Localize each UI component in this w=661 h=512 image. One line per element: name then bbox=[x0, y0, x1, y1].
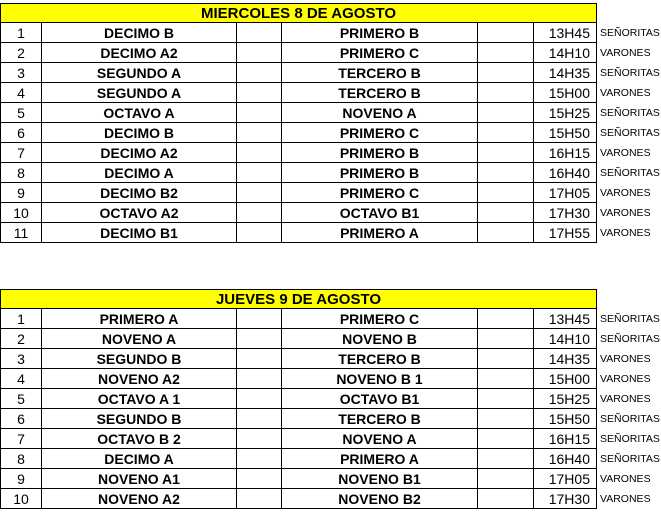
table-row bbox=[0, 469, 661, 489]
match-time: 15H50 bbox=[534, 409, 597, 429]
match-time: 14H35 bbox=[534, 349, 597, 369]
match-time: 13H45 bbox=[534, 23, 597, 43]
match-time: 15H25 bbox=[534, 103, 597, 123]
category: SEÑORITAS bbox=[600, 413, 660, 425]
category: VARONES bbox=[600, 473, 651, 485]
table-row bbox=[0, 309, 661, 329]
empty-cell bbox=[236, 163, 282, 183]
team-2: TERCERO B bbox=[282, 349, 477, 369]
empty-cell bbox=[477, 429, 534, 449]
empty-cell bbox=[477, 389, 534, 409]
empty-cell bbox=[477, 369, 534, 389]
empty-cell bbox=[236, 489, 282, 509]
empty-cell bbox=[236, 183, 282, 203]
team-2: TERCERO B bbox=[282, 63, 477, 83]
category: VARONES bbox=[600, 47, 651, 59]
category: SEÑORITAS bbox=[600, 27, 660, 39]
empty-cell bbox=[236, 203, 282, 223]
match-number: 7 bbox=[0, 429, 42, 449]
table-row bbox=[0, 143, 661, 163]
empty-cell bbox=[477, 163, 534, 183]
match-time: 17H55 bbox=[534, 223, 597, 243]
team-1: PRIMERO A bbox=[42, 309, 236, 329]
match-number: 5 bbox=[0, 103, 42, 123]
match-time: 15H00 bbox=[534, 83, 597, 103]
empty-cell bbox=[236, 369, 282, 389]
empty-cell bbox=[477, 223, 534, 243]
team-2: PRIMERO C bbox=[282, 183, 477, 203]
team-2: TERCERO B bbox=[282, 83, 477, 103]
empty-cell bbox=[477, 309, 534, 329]
empty-cell bbox=[477, 63, 534, 83]
category: SEÑORITAS bbox=[600, 333, 660, 345]
team-1: DECIMO A bbox=[42, 163, 236, 183]
empty-cell bbox=[477, 489, 534, 509]
category: SEÑORITAS bbox=[600, 107, 660, 119]
match-time: 14H35 bbox=[534, 63, 597, 83]
empty-cell bbox=[477, 409, 534, 429]
table-row bbox=[0, 349, 661, 369]
table-row bbox=[0, 449, 661, 469]
table-row bbox=[0, 489, 661, 509]
empty-cell bbox=[236, 449, 282, 469]
match-number: 1 bbox=[0, 23, 42, 43]
empty-cell bbox=[477, 183, 534, 203]
team-2: PRIMERO B bbox=[282, 163, 477, 183]
table-row bbox=[0, 83, 661, 103]
category: VARONES bbox=[600, 207, 651, 219]
table-row bbox=[0, 389, 661, 409]
empty-cell bbox=[236, 143, 282, 163]
match-number: 8 bbox=[0, 449, 42, 469]
match-time: 16H40 bbox=[534, 449, 597, 469]
match-time: 17H30 bbox=[534, 203, 597, 223]
team-2: TERCERO B bbox=[282, 409, 477, 429]
team-1: DECIMO B bbox=[42, 123, 236, 143]
empty-cell bbox=[477, 349, 534, 369]
table-row bbox=[0, 163, 661, 183]
team-2: PRIMERO B bbox=[282, 23, 477, 43]
match-number: 10 bbox=[0, 203, 42, 223]
team-1: OCTAVO A bbox=[42, 103, 236, 123]
empty-cell bbox=[477, 83, 534, 103]
match-number: 9 bbox=[0, 469, 42, 489]
category: SEÑORITAS bbox=[600, 433, 660, 445]
team-2: NOVENO A bbox=[282, 103, 477, 123]
empty-cell bbox=[236, 469, 282, 489]
match-number: 1 bbox=[0, 309, 42, 329]
team-1: DECIMO A2 bbox=[42, 43, 236, 63]
team-1: SEGUNDO B bbox=[42, 349, 236, 369]
empty-cell bbox=[236, 429, 282, 449]
category: VARONES bbox=[600, 227, 651, 239]
team-1: SEGUNDO A bbox=[42, 63, 236, 83]
category: VARONES bbox=[600, 147, 651, 159]
table-row bbox=[0, 223, 661, 243]
table-row bbox=[0, 409, 661, 429]
empty-cell bbox=[236, 329, 282, 349]
empty-cell bbox=[236, 103, 282, 123]
category: VARONES bbox=[600, 353, 651, 365]
match-time: 16H40 bbox=[534, 163, 597, 183]
match-time: 15H00 bbox=[534, 369, 597, 389]
category: VARONES bbox=[600, 187, 651, 199]
empty-cell bbox=[236, 123, 282, 143]
match-number: 2 bbox=[0, 329, 42, 349]
team-2: PRIMERO A bbox=[282, 223, 477, 243]
category: VARONES bbox=[600, 493, 651, 505]
match-number: 10 bbox=[0, 489, 42, 509]
table-row bbox=[0, 329, 661, 349]
match-time: 17H05 bbox=[534, 469, 597, 489]
team-1: NOVENO A2 bbox=[42, 489, 236, 509]
category: SEÑORITAS bbox=[600, 167, 660, 179]
team-1: DECIMO B bbox=[42, 23, 236, 43]
table-row bbox=[0, 369, 661, 389]
team-1: SEGUNDO B bbox=[42, 409, 236, 429]
team-2: NOVENO B2 bbox=[282, 489, 477, 509]
team-2: NOVENO B bbox=[282, 329, 477, 349]
category: SEÑORITAS bbox=[600, 127, 660, 139]
table-row bbox=[0, 203, 661, 223]
category: VARONES bbox=[600, 393, 651, 405]
team-1: OCTAVO A2 bbox=[42, 203, 236, 223]
team-1: OCTAVO B 2 bbox=[42, 429, 236, 449]
team-1: NOVENO A bbox=[42, 329, 236, 349]
category: SEÑORITAS bbox=[600, 67, 660, 79]
team-1: NOVENO A1 bbox=[42, 469, 236, 489]
table-row bbox=[0, 23, 661, 43]
match-time: 16H15 bbox=[534, 429, 597, 449]
empty-cell bbox=[477, 123, 534, 143]
empty-cell bbox=[236, 43, 282, 63]
team-1: OCTAVO A 1 bbox=[42, 389, 236, 409]
table-row bbox=[0, 63, 661, 83]
empty-cell bbox=[236, 349, 282, 369]
match-number: 3 bbox=[0, 349, 42, 369]
team-2: PRIMERO C bbox=[282, 123, 477, 143]
team-2: NOVENO B1 bbox=[282, 469, 477, 489]
match-number: 5 bbox=[0, 389, 42, 409]
category: SEÑORITAS bbox=[600, 453, 660, 465]
match-number: 2 bbox=[0, 43, 42, 63]
match-number: 8 bbox=[0, 163, 42, 183]
team-2: PRIMERO C bbox=[282, 43, 477, 63]
match-number: 11 bbox=[0, 223, 42, 243]
match-time: 17H30 bbox=[534, 489, 597, 509]
day-2-title: JUEVES 9 DE AGOSTO bbox=[0, 289, 597, 309]
match-time: 15H25 bbox=[534, 389, 597, 409]
team-2: PRIMERO B bbox=[282, 143, 477, 163]
match-number: 4 bbox=[0, 369, 42, 389]
empty-cell bbox=[477, 103, 534, 123]
team-1: DECIMO B2 bbox=[42, 183, 236, 203]
match-number: 4 bbox=[0, 83, 42, 103]
team-2: NOVENO A bbox=[282, 429, 477, 449]
empty-cell bbox=[477, 143, 534, 163]
match-number: 6 bbox=[0, 123, 42, 143]
match-number: 6 bbox=[0, 409, 42, 429]
empty-cell bbox=[477, 329, 534, 349]
team-2: PRIMERO C bbox=[282, 309, 477, 329]
category: SEÑORITAS bbox=[600, 313, 660, 325]
team-1: NOVENO A2 bbox=[42, 369, 236, 389]
match-time: 14H10 bbox=[534, 43, 597, 63]
match-time: 14H10 bbox=[534, 329, 597, 349]
table-row bbox=[0, 123, 661, 143]
empty-cell bbox=[236, 23, 282, 43]
table-row bbox=[0, 183, 661, 203]
empty-cell bbox=[236, 63, 282, 83]
team-2: OCTAVO B1 bbox=[282, 203, 477, 223]
category: VARONES bbox=[600, 373, 651, 385]
table-row bbox=[0, 103, 661, 123]
empty-cell bbox=[236, 389, 282, 409]
team-2: NOVENO B 1 bbox=[282, 369, 477, 389]
team-1: DECIMO B1 bbox=[42, 223, 236, 243]
match-time: 13H45 bbox=[534, 309, 597, 329]
empty-cell bbox=[477, 469, 534, 489]
match-time: 17H05 bbox=[534, 183, 597, 203]
table-row bbox=[0, 43, 661, 63]
day-1-title: MIERCOLES 8 DE AGOSTO bbox=[0, 3, 597, 23]
team-1: DECIMO A bbox=[42, 449, 236, 469]
empty-cell bbox=[477, 43, 534, 63]
empty-cell bbox=[477, 23, 534, 43]
match-time: 15H50 bbox=[534, 123, 597, 143]
match-number: 9 bbox=[0, 183, 42, 203]
team-2: OCTAVO B1 bbox=[282, 389, 477, 409]
team-1: DECIMO A2 bbox=[42, 143, 236, 163]
empty-cell bbox=[236, 309, 282, 329]
team-1: SEGUNDO A bbox=[42, 83, 236, 103]
table-row bbox=[0, 429, 661, 449]
match-time: 16H15 bbox=[534, 143, 597, 163]
category: VARONES bbox=[600, 87, 651, 99]
empty-cell bbox=[236, 409, 282, 429]
empty-cell bbox=[236, 83, 282, 103]
empty-cell bbox=[477, 203, 534, 223]
team-2: PRIMERO A bbox=[282, 449, 477, 469]
match-number: 7 bbox=[0, 143, 42, 163]
match-number: 3 bbox=[0, 63, 42, 83]
empty-cell bbox=[477, 449, 534, 469]
empty-cell bbox=[236, 223, 282, 243]
